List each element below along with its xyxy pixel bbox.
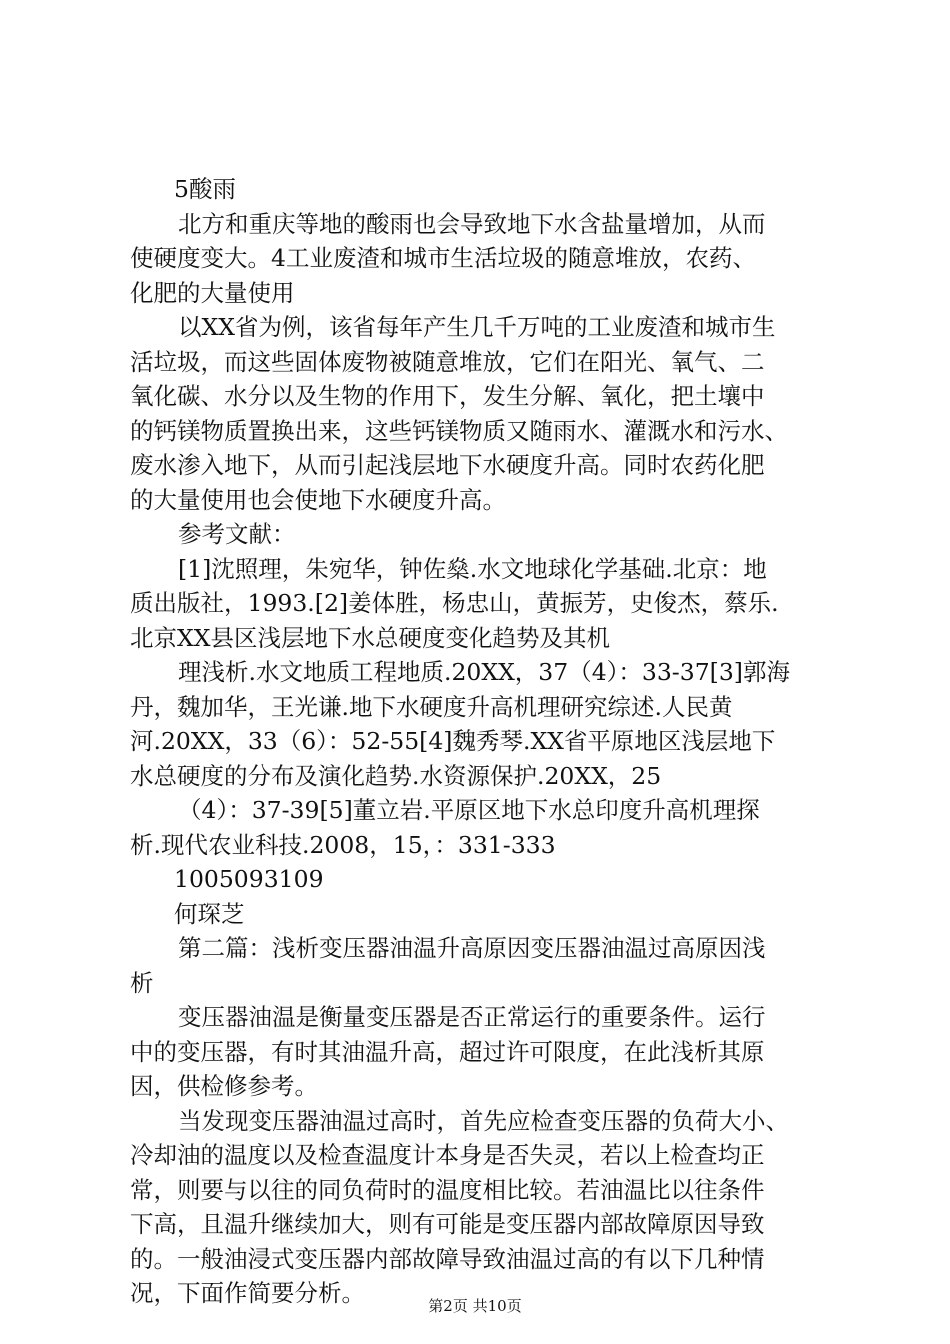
- text-line: 水总硬度的分布及演化趋势.水资源保护.20XX，25: [130, 761, 662, 790]
- text-line: 活垃圾，而这些固体废物被随意堆放，它们在阳光、氧气、二: [130, 347, 765, 376]
- text-line: 北方和重庆等地的酸雨也会导致地下水含盐量增加，从而: [178, 209, 766, 238]
- text-line: 况，下面作简要分析。: [130, 1279, 365, 1307]
- text-line: 中的变压器，有时其油温升高，超过许可限度，在此浅析其原: [130, 1037, 765, 1066]
- text-line: 析.现代农业科技.2008，15，：331-333: [130, 830, 556, 859]
- text-line: 北京XX县区浅层地下水总硬度变化趋势及其机: [130, 623, 610, 652]
- text-line: 化肥的大量使用: [130, 278, 295, 307]
- text-line: 变压器油温是衡量变压器是否正常运行的重要条件。运行: [178, 1003, 766, 1031]
- text-line: 质出版社，1993.[2]姜体胜，杨忠山，黄振芳，史俊杰，蔡乐.: [130, 589, 779, 617]
- text-line: 的钙镁物质置换出来，这些钙镁物质又随雨水、灌溉水和污水、: [130, 416, 788, 445]
- text-line: 河.20XX，33（6）：52-55[4]魏秀琴.XX省平原地区浅层地下: [130, 727, 776, 755]
- text-line: 使硬度变大。4工业废渣和城市生活垃圾的随意堆放，农药、: [130, 244, 756, 272]
- text-line: [1]沈照理，朱宛华，钟佐燊.水文地球化学基础.北京：地: [178, 554, 767, 583]
- page-number-label: 第2页 共10页: [428, 1297, 522, 1315]
- text-line: 的。一般油浸式变压器内部故障导致油温过高的有以下几种情: [130, 1244, 765, 1273]
- page-footer: [0, 1296, 950, 1316]
- text-line: 第二篇：浅析变压器油温升高原因变压器油温过高原因浅: [178, 934, 766, 962]
- text-line: 下高，且温升继续加大，则有可能是变压器内部故障原因导致: [130, 1210, 765, 1238]
- text-line: 的大量使用也会使地下水硬度升高。: [130, 485, 506, 514]
- text-line: 析: [130, 968, 154, 997]
- text-line: 因，供检修参考。: [130, 1072, 318, 1100]
- text-line: （4）：37-39[5]董立岩.平原区地下水总印度升高机理探: [178, 796, 760, 824]
- document-body: [130, 172, 830, 1311]
- text-line: 何琛芝: [174, 899, 245, 928]
- text-line: 氧化碳、水分以及生物的作用下，发生分解、氧化，把土壤中: [130, 382, 765, 410]
- text-line: 当发现变压器油温过高时，首先应检查变压器的负荷大小、: [178, 1106, 789, 1135]
- text-line: 以XX省为例，该省每年产生几千万吨的工业废渣和城市生: [178, 313, 776, 341]
- text-line: 参考文献：: [178, 520, 296, 548]
- text-line: 1005093109: [174, 865, 324, 893]
- text-line: 理浅析.水文地质工程地质.20XX，37（4）：33-37[3]郭海: [178, 658, 790, 686]
- text-line: 常，则要与以往的同负荷时的温度相比较。若油温比以往条件: [130, 1175, 765, 1204]
- text-line: 5酸雨: [174, 175, 236, 203]
- text-line: 丹，魏加华，王光谦.地下水硬度升高机理研究综述.人民黄: [130, 692, 733, 721]
- text-line: 废水渗入地下，从而引起浅层地下水硬度升高。同时农药化肥: [130, 451, 765, 479]
- text-line: 冷却油的温度以及检查温度计本身是否失灵，若以上检查均正: [130, 1141, 765, 1169]
